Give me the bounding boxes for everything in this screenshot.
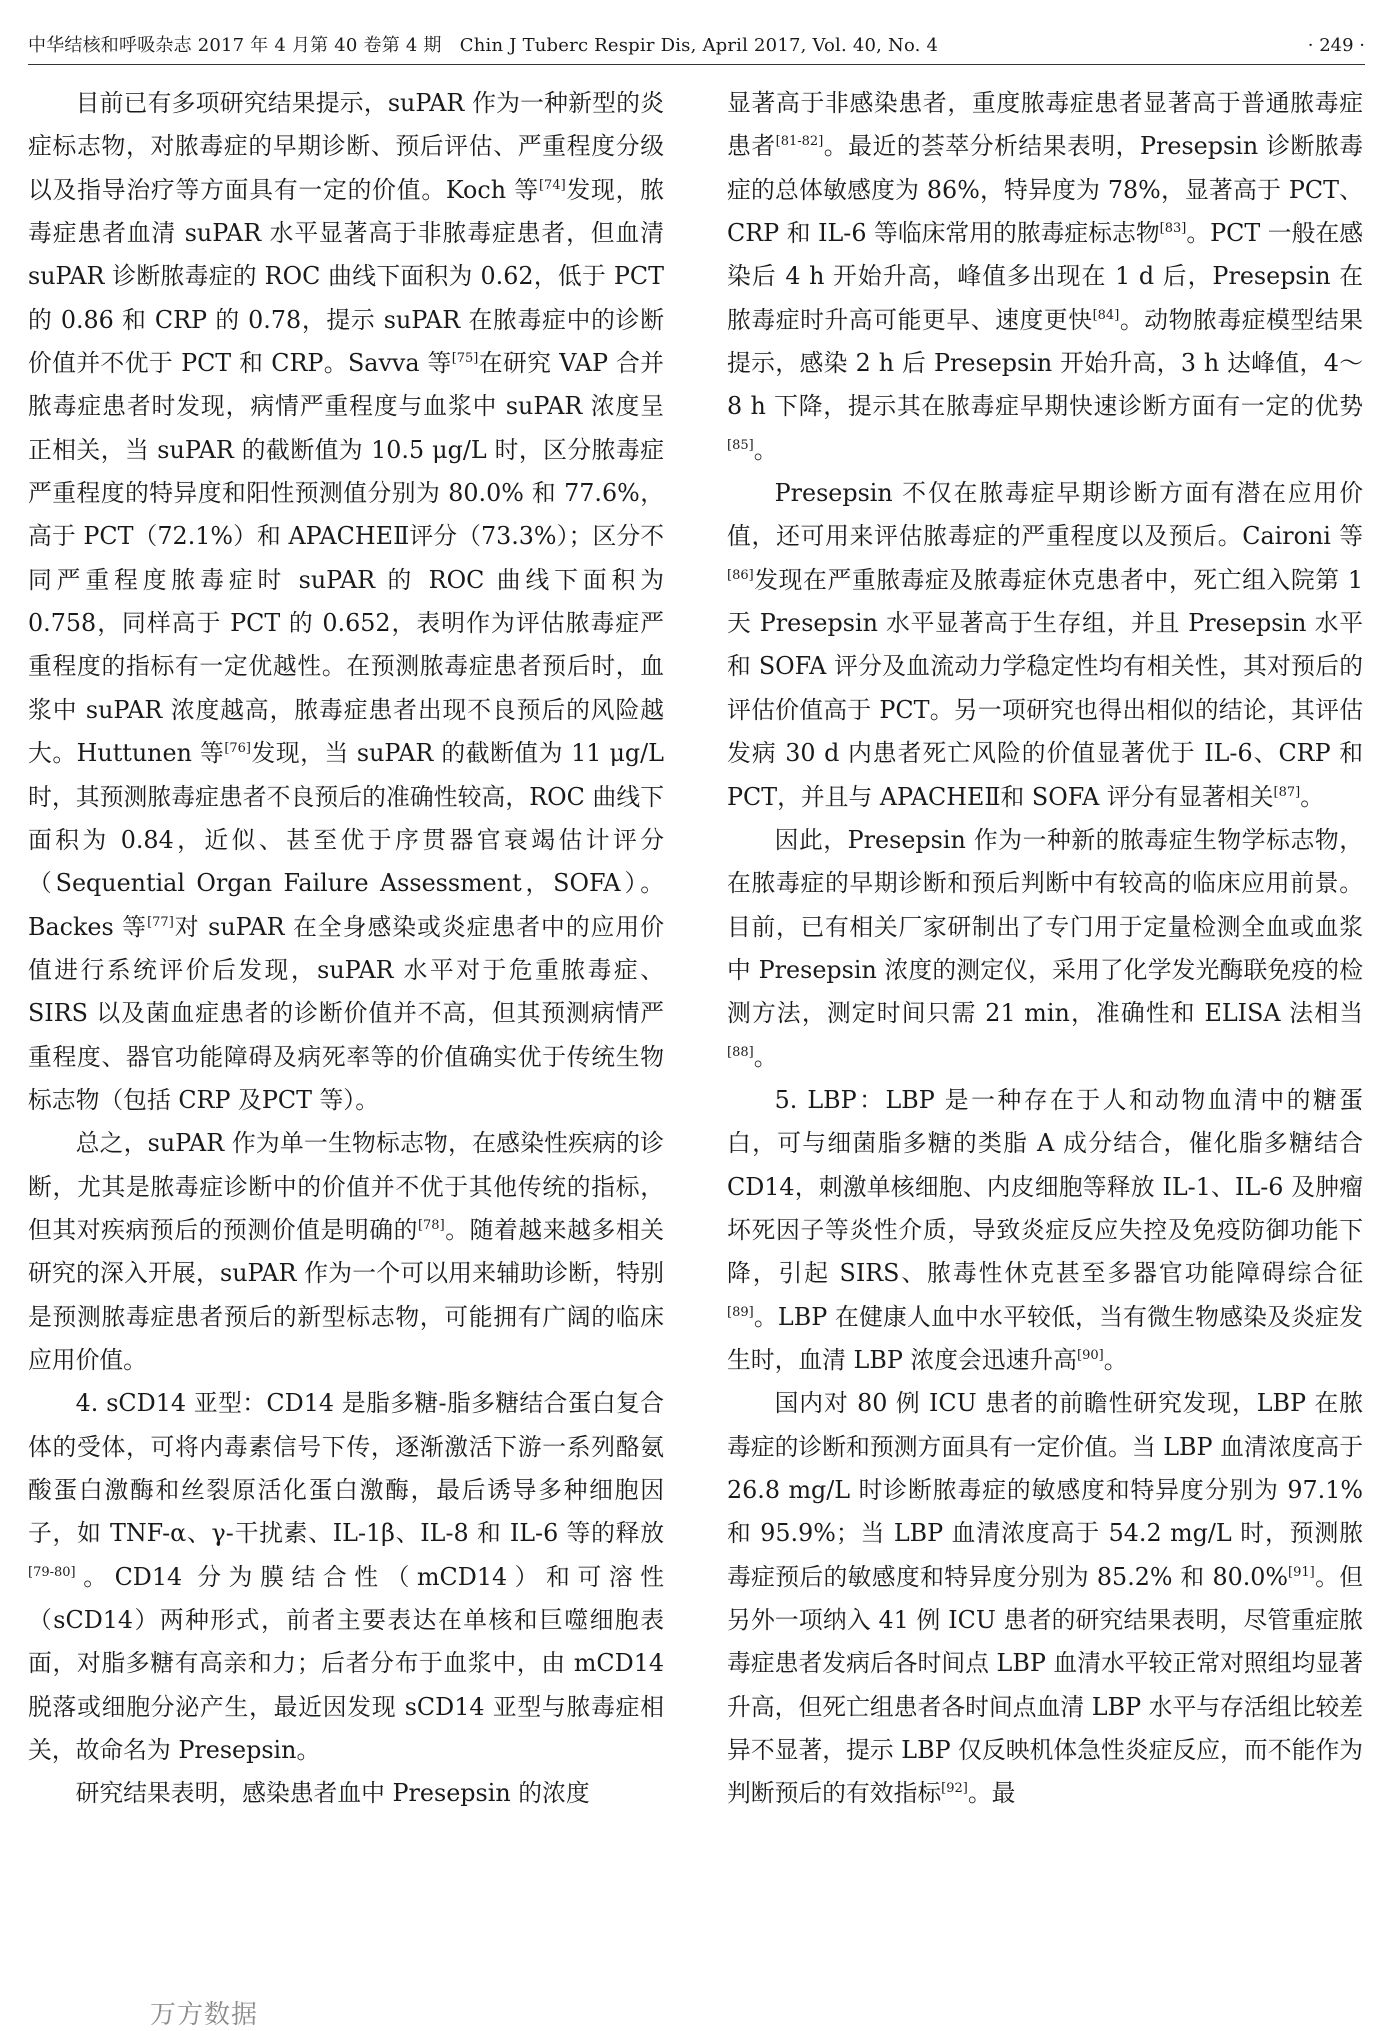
paragraph-text: 。 xyxy=(753,1042,778,1071)
body-paragraph xyxy=(727,819,1363,1079)
paragraph-text: 。 xyxy=(1300,782,1324,811)
body-paragraph xyxy=(28,82,664,1122)
body-paragraph xyxy=(28,1122,664,1382)
body-paragraph xyxy=(727,472,1363,819)
citation-reference[interactable]: [90] xyxy=(1077,1347,1104,1363)
paragraph-text: 发现在严重脓毒症及脓毒症休克患者中，死亡组入院第 1 天 Presepsin 水平显著高于生存组，并且 Presepsin 水平和 SOFA 评分及血流动力学稳定性均有相关性，其对预后的评估价值高于 PCT。另一项研究也得出相似的结论，其评估发病 30 d 内患者死亡风险的价值显著优于 IL-6、CRP 和 PCT，并且与 APACHEⅡ和 SOFA 评分有显著相关 xyxy=(727,565,1363,811)
paragraph-text: 国内对 80 例 ICU 患者的前瞻性研究发现，LBP 在脓毒症的诊断和预测方面具有一定价值。当 LBP 血清浓度高于 26.8 mg/L 时诊断脓毒症的敏感度和特异度分别为 97.1% 和 95.9%；当 LBP 血清浓度高于 54.2 mg/L 时，预测脓毒症预后的敏感度和特异度分别为 85.2% 和 80.0% xyxy=(727,1389,1363,1591)
watermark-text: 万方数据 xyxy=(150,2000,259,2030)
citation-reference[interactable]: [87] xyxy=(1273,784,1301,800)
paragraph-text: 发现，脓毒症患者血清 suPAR 水平显著高于非脓毒症患者，但血清 suPAR 诊断脓毒症的 ROC 曲线下面积为 0.62，低于 PCT 的 0.86 和 CRP 的 0.78，提示 suPAR 在脓毒症中的诊断价值并不优于 PCT 和 CRP。Savva 等 xyxy=(28,175,665,378)
paragraph-text: 。LBP 在健康人血中水平较低，当有微生物感染及炎症发生时，血清 LBP 浓度会迅速升高 xyxy=(727,1302,1363,1374)
paragraph-text: 显著高于非感染患者，重度脓毒症患者显著高于普通脓毒症患者 xyxy=(727,89,1363,161)
running-header xyxy=(28,22,1365,65)
paragraph-text: Presepsin 不仅在脓毒症早期诊断方面有潜在应用价值，还可用来评估脓毒症的严重程度以及预后。Caironi 等 xyxy=(727,479,1363,551)
citation-reference[interactable]: [81-82] xyxy=(775,134,824,150)
citation-reference[interactable]: [83] xyxy=(1159,221,1187,237)
body-paragraph xyxy=(28,1772,664,1815)
paragraph-text: 。最 xyxy=(967,1779,1016,1808)
right-column xyxy=(727,82,1363,1816)
paragraph-text: 5. LBP：LBP 是一种存在于人和动物血清中的糖蛋白，可与细菌脂多糖的类脂 A 成分结合，催化脂多糖结合 CD14，刺激单核细胞、内皮细胞等释放 IL-1、IL-6 及肿瘤坏死因子等炎性介质，导致炎症反应失控及免疫防御功能下降，引起 SIRS、脓毒性休克甚至多器官功能障碍综合征 xyxy=(727,1085,1363,1288)
paragraph-text: 。但另外一项纳入 41 例 ICU 患者的研究结果表明，尽管重症脓毒症患者发病后各时间点 LBP 血清水平较正常对照组均显著升高，但死亡组患者各时间点血清 LBP 水平与存活组比较差异不显著，提示 LBP 仅反映机体急性炎症反应，而不能作为判断预后的有效指标 xyxy=(727,1562,1364,1808)
paragraph-text: 。随着越来越多相关研究的深入开展，suPAR 作为一个可以用来辅助诊断，特别是预测脓毒症患者预后的新型标志物，可能拥有广阔的临床应用价值。 xyxy=(28,1215,665,1374)
journal-citation: 中华结核和呼吸杂志 2017 年 4 月第 40 卷第 4 期 Chin J Tuberc Respir Dis, April 2017, Vol. 40, No. 4 xyxy=(28,35,939,56)
citation-reference[interactable]: [91] xyxy=(1288,1564,1315,1580)
citation-reference[interactable]: [86] xyxy=(727,567,754,583)
citation-reference[interactable]: [79-80] xyxy=(28,1564,76,1580)
paragraph-text: 对 suPAR 在全身感染或炎症患者中的应用价值进行系统评价后发现，suPAR 水平对于危重脓毒症、SIRS 以及菌血症患者的诊断价值并不高，但其预测病情严重程度、器官功能障碍及病死率等的价值确实优于传统生物标志物（包括 CRP 及PCT 等）。 xyxy=(28,912,664,1114)
body-paragraph xyxy=(727,1079,1363,1382)
citation-reference[interactable]: [77] xyxy=(147,914,174,930)
body-paragraph xyxy=(28,1382,664,1772)
citation-reference[interactable]: [75] xyxy=(451,351,479,367)
body-paragraph xyxy=(727,1382,1363,1815)
page-number: · 249 · xyxy=(1307,35,1365,56)
paragraph-text: 目前已有多项研究结果提示，suPAR 作为一种新型的炎症标志物，对脓毒症的早期诊断、预后评估、严重程度分级以及指导治疗等方面具有一定的价值。Koch 等 xyxy=(28,89,664,204)
paragraph-text: 总之，suPAR 作为单一生物标志物，在感染性疾病的诊断，尤其是脓毒症诊断中的价值并不优于其他传统的指标，但其对疾病预后的预测价值是明确的 xyxy=(28,1129,664,1244)
paragraph-text: 。PCT 一般在感染后 4 h 开始升高，峰值多出现在 1 d 后，Presepsin 在脓毒症时升高可能更早、速度更快 xyxy=(727,219,1363,334)
citation-reference[interactable]: [84] xyxy=(1092,307,1120,323)
citation-reference[interactable]: [89] xyxy=(727,1304,754,1320)
citation-reference[interactable]: [78] xyxy=(417,1217,445,1233)
paragraph-text: 。CD14 分为膜结合性（mCD14）和可溶性（sCD14）两种形式，前者主要表达在单核和巨噬细胞表面，对脂多糖有高亲和力；后者分布于血浆中，由 mCD14 脱落或细胞分泌产生，最近因发现 sCD14 亚型与脓毒症相关，故命名为 Presepsin。 xyxy=(28,1562,664,1765)
citation-reference[interactable]: [92] xyxy=(941,1781,968,1797)
paragraph-text: 因此，Presepsin 作为一种新的脓毒症生物学标志物，在脓毒症的早期诊断和预后判断中有较高的临床应用前景。目前，已有相关厂家研制出了专门用于定量检测全血或血浆中 Presepsin 浓度的测定仪，采用了化学发光酶联免疫的检测方法，测定时间只需 21 min，准确性和 ELISA 法相当 xyxy=(727,825,1363,1028)
paragraph-text: 。动物脓毒症模型结果提示，感染 2 h 后 Presepsin 开始升高，3 h 达峰值，4～8 h 下降，提示其在脓毒症早期快速诊断方面有一定的优势 xyxy=(727,305,1364,421)
citation-reference[interactable]: [76] xyxy=(224,741,251,757)
citation-reference[interactable]: [85] xyxy=(727,437,754,453)
citation-reference[interactable]: [88] xyxy=(727,1044,754,1060)
paragraph-text: 。 xyxy=(1103,1345,1128,1374)
paragraph-text: 发现，当 suPAR 的截断值为 11 μg/L 时，其预测脓毒症患者不良预后的准确性较高，ROC 曲线下面积为 0.84，近似、甚至优于序贯器官衰竭估计评分（Sequential Organ Failure Assessment，SOFA）。Backes 等 xyxy=(28,739,664,941)
paragraph-text: 4. sCD14 亚型：CD14 是脂多糖-脂多糖结合蛋白复合体的受体，可将内毒素信号下传，逐渐激活下游一系列酪氨酸蛋白激酶和丝裂原活化蛋白激酶，最后诱导多种细胞因子，如 TNF-α、γ-干扰素、IL-1β、IL-8 和 IL-6 等的释放 xyxy=(28,1389,664,1548)
body-paragraph xyxy=(727,82,1363,472)
left-column xyxy=(28,82,664,1816)
paragraph-text: 在研究 VAP 合并脓毒症患者时发现，病情严重程度与血浆中 suPAR 浓度呈正相关，当 suPAR 的截断值为 10.5 μg/L 时，区分脓毒症严重程度的特异度和阳性预测值分别为 80.0% 和 77.6%，高于 PCT（72.1%）和 APACHEⅡ评分（73.3%）；区分不同严重程度脓毒症时 suPAR 的 ROC 曲线下面积为 0.758，同样高于 PCT 的 0.652，表明作为评估脓毒症严重程度的指标有一定优越性。在预测脓毒症患者预后时，血浆中 suPAR 浓度越高，脓毒症患者出现不良预后的风险越大。Huttunen 等 xyxy=(28,349,664,768)
citation-reference[interactable]: [74] xyxy=(538,177,566,193)
paragraph-text: 。 xyxy=(753,435,778,464)
paragraph-text: 。最近的荟萃分析结果表明，Presepsin 诊断脓毒症的总体敏感度为 86%，特异度为 78%，显著高于 PCT、CRP 和 IL-6 等临床常用的脓毒症标志物 xyxy=(727,132,1364,248)
paragraph-text: 研究结果表明，感染患者血中 Presepsin 的浓度 xyxy=(75,1779,590,1808)
